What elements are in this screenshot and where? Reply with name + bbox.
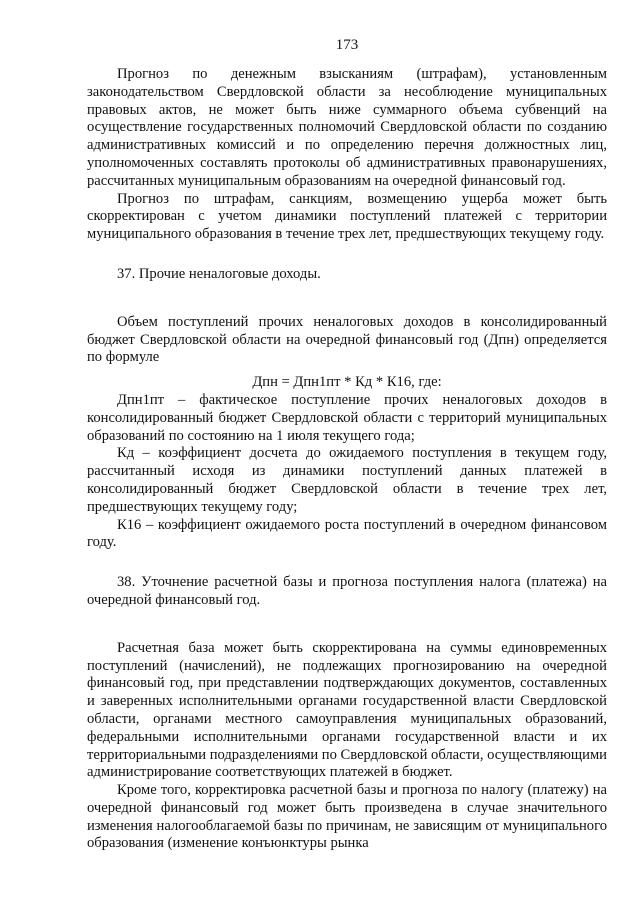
paragraph-fines-forecast: Прогноз по денежным взысканиям (штрафам), установленным законодательством Свердловской области за несоблюдение муниципальных правовых актов, не может быть ниже суммарного объема субвенций на осуществление государственных полномочий Свердловской области по созданию административных комиссий и по определению перечня должностных лиц, уполномоченных составлять протоколы об административных правонарушениях, рассчитанных муниципальным образованиям на очередной финансовый год. — [87, 66, 607, 189]
paragraph-other-revenue-volume: Объем поступлений прочих неналоговых доходов в консолидированный бюджет Свердловской области на очередной финансовый год (Дпн) определяется по формуле — [87, 313, 607, 366]
definition-dpn1pt: Дпн1пт – фактическое поступление прочих неналоговых доходов в консолидированный бюджет Свердловской области с территорий муниципальных образований по состоянию на 1 июля текущего года; — [87, 391, 607, 444]
page-number: 173 — [335, 37, 359, 53]
paragraph-base-adjustment: Расчетная база может быть скорректирована на суммы единовременных поступлений (начислений), не подлежащих прогнозированию на очередной финансовый год, при представлении подтверждающих документов, составленных и заверенных исполнительными органами государственной власти Свердловской области, органами местного самоуправления муниципальных образований, федеральными исполнительными органами государственной власти и их территориальными подразделениями по Свердловской области, осуществляющими администрирование соответствующих платежей в бюджет. — [87, 639, 607, 781]
definition-kd: Кд – коэффициент досчета до ожидаемого поступления в текущем году, рассчитанный исходя из динамики поступлений данных платежей в консолидированный бюджет Свердловской области в течение трех лет, предшествующих текущему году; — [87, 445, 607, 515]
formula: Дпн = Дпн1пт * Кд * К16, где: — [252, 374, 442, 391]
section-heading-37: 37. Прочие неналоговые доходы. — [117, 265, 321, 282]
section-heading-38: 38. Уточнение расчетной базы и прогноза поступления налога (платежа) на очередной финансовый год. — [87, 574, 607, 608]
definition-k16: К16 – коэффициент ожидаемого роста поступлений в очередном финансовом году. — [87, 516, 607, 551]
paragraph-penalties-adjustment: Прогноз по штрафам, санкциям, возмещению ущерба может быть скорректирован с учетом динамики поступлений платежей с территории муниципального образования в течение трех лет, предшествующих текущему году. — [87, 190, 607, 243]
paragraph-forecast-correction: Кроме того, корректировка расчетной базы и прогноза по налогу (платежу) на очередной финансовый год может быть произведена в случае значительного изменения налогооблагаемой базы по причинам, не зависящим от муниципального образования (изменение конъюнктуры рынка — [87, 782, 607, 852]
